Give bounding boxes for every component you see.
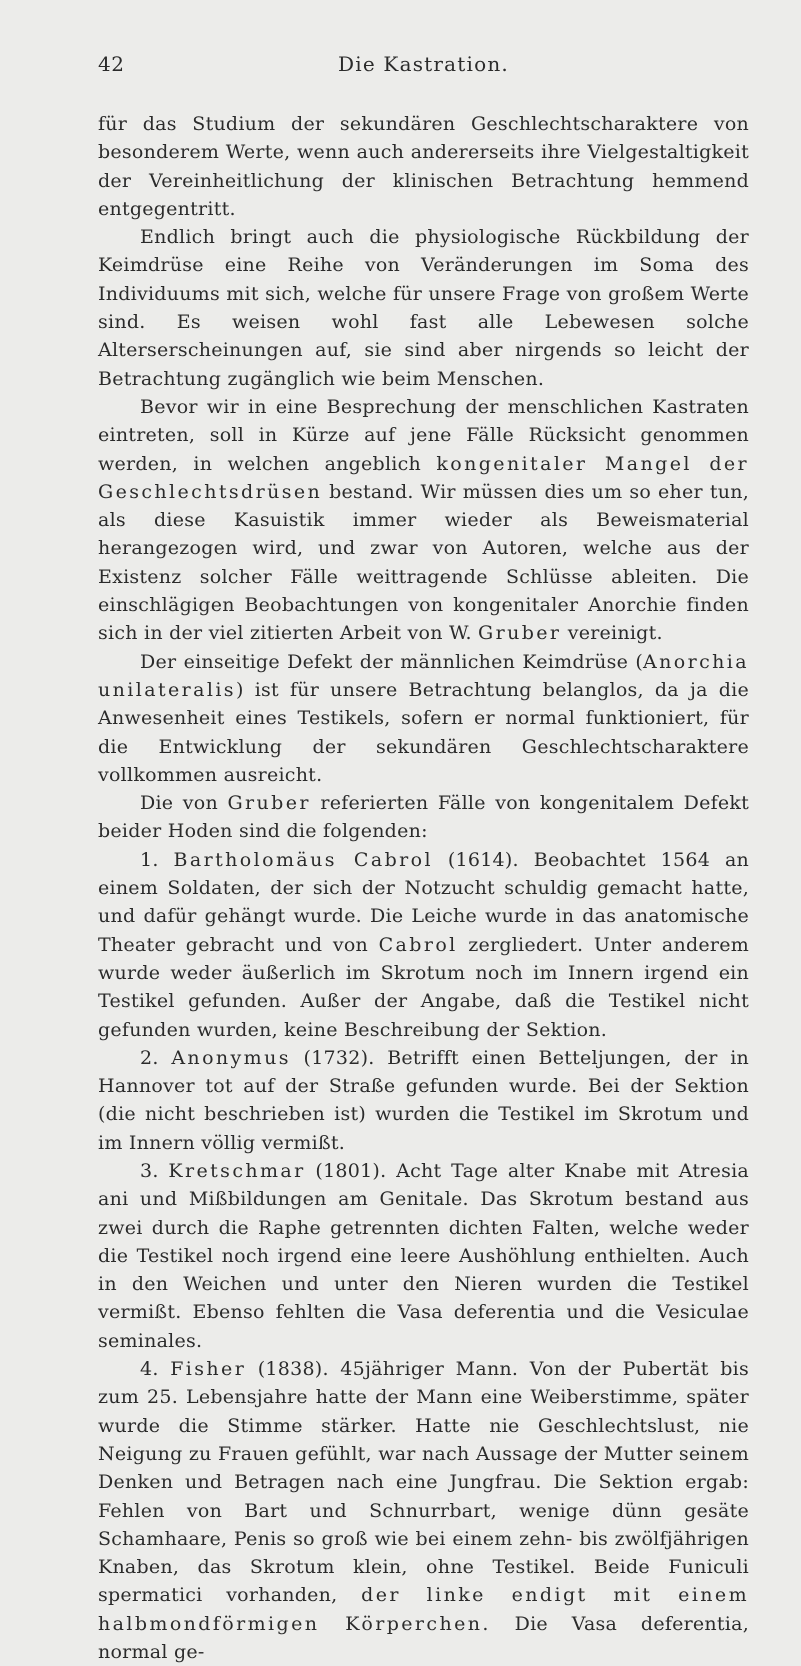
text-segment: Der einseitige Defekt der männlichen Keimdrüse ( xyxy=(140,650,644,673)
text-segment: für das Studium der sekundären Geschlechtscharaktere von besonderem Werte, wenn auch andererseits ihre Vielgestaltigkeit der Vereinheitlichung der klinischen Betrachtung hemmend entgegentritt. xyxy=(98,113,749,220)
text-segment: (1732). Betrifft einen Betteljungen, der in Hannover tot auf der Straße gefunden wurde. Bei der Sektion (die nicht beschrieben ist) wurden die Testikel im Skrotum und im Innern völlig vermißt. xyxy=(98,1046,750,1154)
text-segment: Die von xyxy=(140,792,228,815)
case-number: 2. xyxy=(140,1046,172,1069)
text-segment: ) ist für unsere Betrachtung belanglos, da ja die Anwesenheit eines Testikels, sofern er normal funktioniert, für die Entwicklung der sekundären Geschlechtscharaktere vollkommen ausreicht. xyxy=(98,678,749,786)
text-segment: Bevor wir in eine Besprechung der menschlichen Kastraten eintreten, soll in Kürze auf jene Fälle Rücksicht genommen werden, in welchen angeblich xyxy=(98,395,749,475)
paragraph-5 xyxy=(98,789,749,846)
spaced-emphasis: Anorchia unilateralis xyxy=(98,650,749,701)
author-name: Fisher xyxy=(170,1358,247,1381)
author-name: Anonymus xyxy=(171,1046,291,1069)
spaced-emphasis: der linke endigt mit einem halbmondförmigen Körperchen. xyxy=(98,1584,749,1635)
author-name: Bartholomäus Cabrol xyxy=(173,848,433,871)
case-3 xyxy=(98,1157,749,1355)
case-number: 4. xyxy=(140,1358,171,1381)
body-text xyxy=(98,110,749,1666)
text-segment: bestand. Wir müssen dies um so eher tun, als diese Kasuistik immer wieder als Beweismaterial herangezogen wird, und zwar von Autoren, welche aus der Existenz solcher Fälle weittragende Schlüsse ableiten. Die einschlägigen Beobachtungen von kongenitaler Anorchie finden sich in der viel zitierten Arbeit von W. xyxy=(98,480,749,645)
text-segment: (1614). Beobachtet 1564 an einem Soldaten, der sich der Notzucht schuldig gemacht hatte, und dafür gehängt wurde. Die Leiche wurde in das anatomische Theater gebracht und von xyxy=(98,848,750,956)
author-name: Cabrol xyxy=(378,933,458,956)
running-title: Die Kastration. xyxy=(338,52,509,76)
case-1 xyxy=(98,846,749,1044)
paragraph-3 xyxy=(98,393,749,648)
author-name: Gruber xyxy=(478,622,562,645)
case-4 xyxy=(98,1355,749,1666)
paragraph-1 xyxy=(98,110,749,223)
case-number: 3. xyxy=(140,1159,169,1182)
author-name: Gruber xyxy=(227,792,311,815)
paragraph-2 xyxy=(98,223,749,393)
spaced-emphasis: kongenitaler Mangel der Geschlechtsdrüsen xyxy=(98,452,750,503)
text-segment: (1801). Acht Tage alter Knabe mit Atresia ani und Mißbildungen am Genitale. Das Skrotum bestand aus zwei durch die Raphe getrennten dichten Falten, welche weder die Testikel noch irgend eine leere Aushöhlung enthielten. Auch in den Weichen und unter den Nieren wurden die Testikel vermißt. Ebenso fehlten die Vasa deferentia und die Vesiculae seminales. xyxy=(98,1159,749,1352)
case-number: 1. xyxy=(140,848,174,871)
text-segment: zergliedert. Unter anderem wurde weder äußerlich im Skrotum noch im Innern irgend ein Testikel gefunden. Außer der Angabe, daß die Testikel nicht gefunden wurden, keine Beschreibung der Sektion. xyxy=(98,933,750,1041)
page-number: 42 xyxy=(98,52,125,76)
paragraph-4 xyxy=(98,648,749,789)
text-segment: vereinigt. xyxy=(561,622,663,645)
text-segment: referierten Fälle von kongenitalem Defekt beider Hoden sind die folgenden: xyxy=(98,792,750,843)
text-segment: Die Vasa deferentia, normal ge- xyxy=(98,1612,749,1664)
text-segment: (1838). 45jähriger Mann. Von der Pubertät bis zum 25. Lebensjahre hatte der Mann eine Weiberstimme, später wurde die Stimme stärker. Hatte nie Geschlechtslust, nie Neigung zu Frauen gefühlt, war nach Aussage der Mutter seinem Denken und Betragen nach eine Jungfrau. Die Sektion ergab: Fehlen von Bart und Schnurrbart, wenige dünn gesäte Schamhaare, Penis so groß wie bei einem zehn- bis zwölfjährigen Knaben, das Skrotum klein, ohne Testikel. Beide Funiculi spermatici vorhanden, xyxy=(98,1358,749,1607)
page-header xyxy=(98,52,749,82)
author-name: Kretschmar xyxy=(168,1159,306,1182)
case-2 xyxy=(98,1044,749,1157)
text-segment: Endlich bringt auch die physiologische Rückbildung der Keimdrüse eine Reihe von Veränderungen im Soma des Individuums mit sich, welche für unsere Frage von großem Werte sind. Es weisen wohl fast alle Lebewesen solche Alterserscheinungen auf, sie sind aber nirgends so leicht der Betrachtung zugänglich wie beim Menschen. xyxy=(98,226,749,390)
